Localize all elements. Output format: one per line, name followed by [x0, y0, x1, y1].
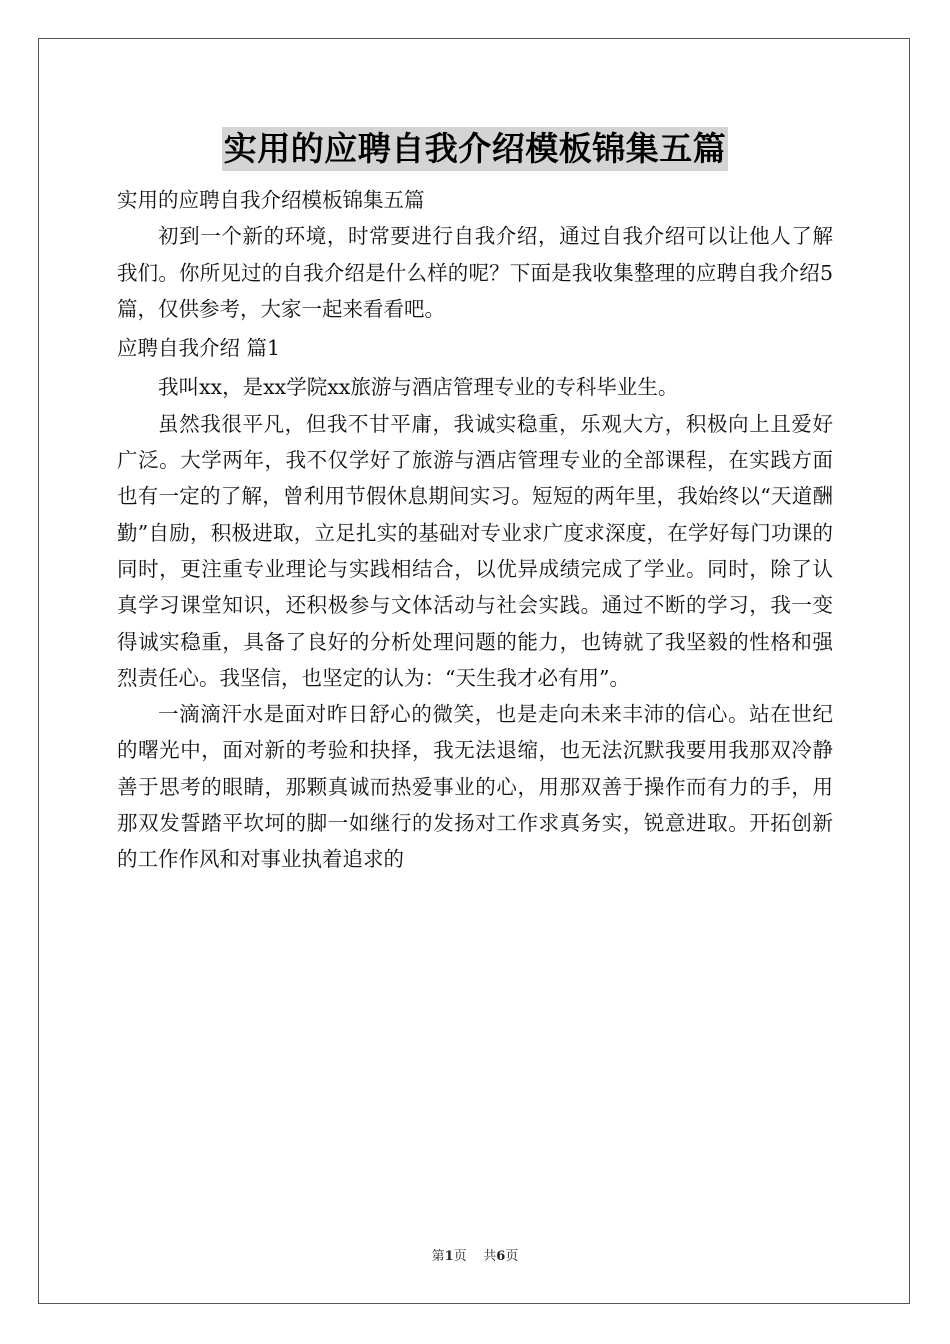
section-heading: 应聘自我介绍 篇1 [117, 336, 281, 361]
page-current: 1 [444, 1249, 454, 1264]
title-container [0, 127, 950, 171]
body-paragraph: 虽然我很平凡，但我不甘平庸，我诚实稳重，乐观大方，积极向上且爱好广泛。大学两年，我不仅学好了旅游与酒店管理专业的全部课程，在实践方面也有一定的了解，曾利用节假休息期间实习。短短的两年里，我始终以“天道酬勤”自励，积极进取，立足扎实的基础对专业求广度求深度，在学好每门功课的同时，更注重专业理论与实践相结合，以优异成绩完成了学业。同时，除了认真学习课堂知识，还积极参与文体活动与社会实践。通过不断的学习，我一变得诚实稳重，具备了良好的分析处理问题的能力，也铸就了我坚毅的性格和强烈责任心。我坚信，也坚定的认为：“天生我才必有用”。 [117, 411, 833, 690]
total-unit: 页 [505, 1249, 519, 1264]
page-prefix: 第 [431, 1249, 445, 1264]
body-paragraph: 我叫xx，是xx学院xx旅游与酒店管理专业的专科毕业生。 [158, 375, 679, 400]
document-body [117, 182, 833, 878]
body-paragraph: 一滴滴汗水是面对昨日舒心的微笑，也是走向未来丰沛的信心。站在世纪的曙光中，面对新的考验和抉择，我无法退缩，也无法沉默我要用我那双冷静善于思考的眼睛，那颗真诚而热爱事业的心，用那双善于操作而有力的手，用那双发誓踏平坎坷的脚一如继行的发扬对工作求真务实，锐意进取。开拓创新的工作作风和对事业执着追求的 [117, 702, 833, 872]
document-subtitle: 实用的应聘自我介绍模板锦集五篇 [117, 188, 425, 212]
total-prefix: 共 [483, 1249, 497, 1264]
document-title: 实用的应聘自我介绍模板锦集五篇 [222, 127, 729, 171]
page-footer [0, 1248, 950, 1266]
intro-paragraph: 初到一个新的环境，时常要进行自我介绍，通过自我介绍可以让他人了解我们。你所见过的自我介绍是什么样的呢？下面是我收集整理的应聘自我介绍5篇，仅供参考，大家一起来看看吧。 [117, 224, 833, 321]
page-total: 6 [496, 1249, 506, 1264]
page-unit: 页 [453, 1249, 467, 1264]
